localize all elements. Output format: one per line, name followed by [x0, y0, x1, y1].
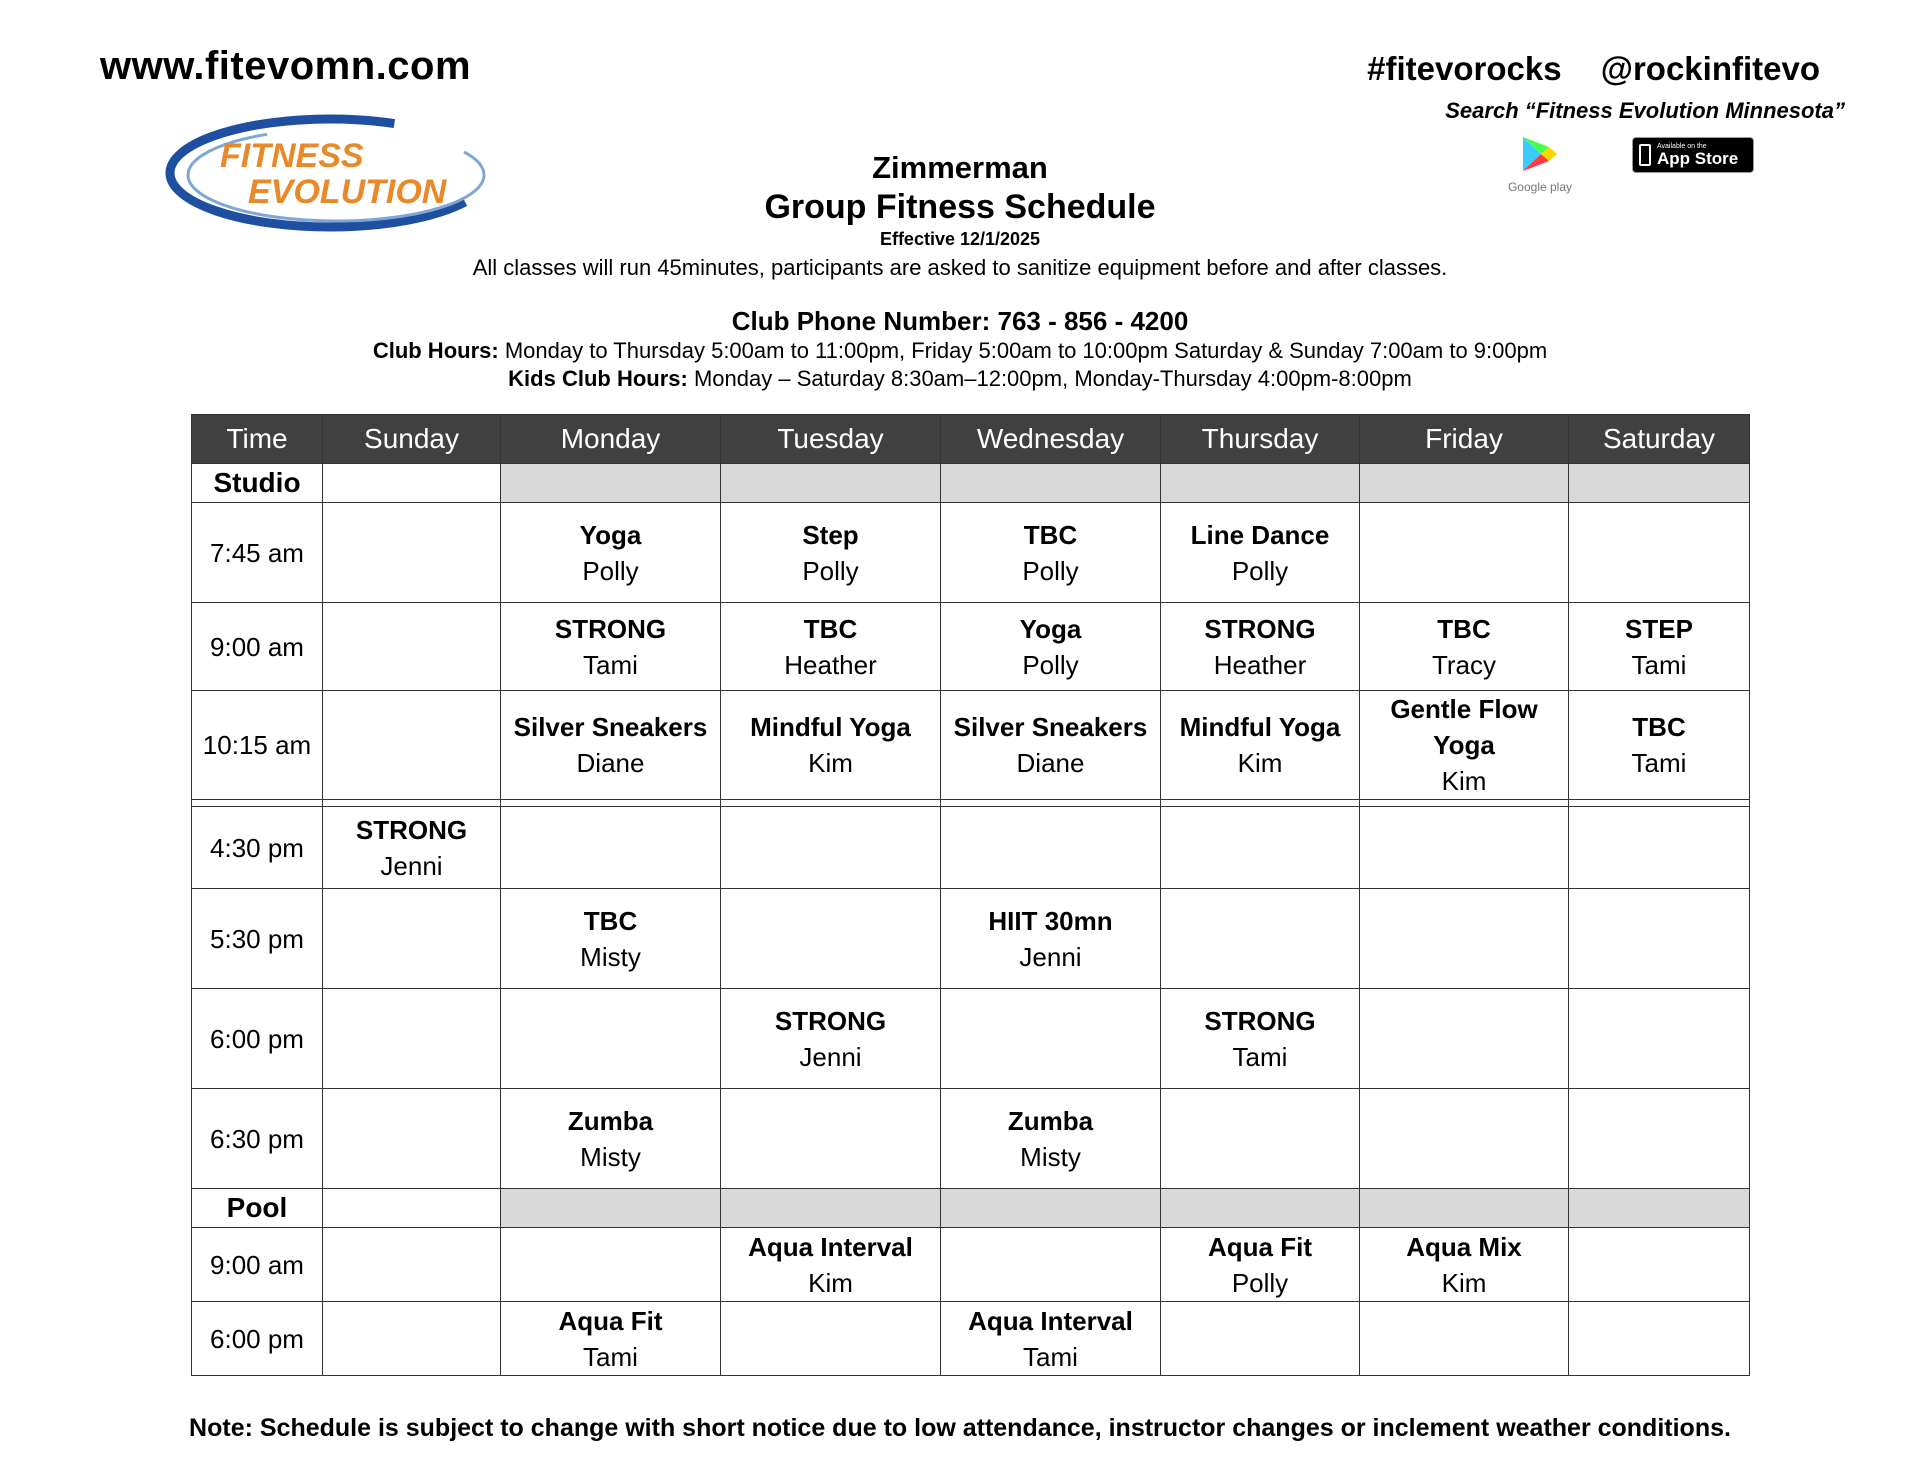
app-store-label: App Store: [1657, 149, 1739, 168]
time-cell: 4:30 pm: [192, 807, 323, 889]
section-row: [192, 464, 1750, 503]
instructor-name: Polly: [1022, 649, 1079, 680]
col-header: Saturday: [1569, 415, 1750, 464]
section-band-cell: [1161, 464, 1360, 503]
class-cell: [941, 889, 1161, 989]
table-row: [192, 807, 1750, 889]
divider-row: [192, 800, 1750, 807]
club-hours-text: Monday to Thursday 5:00am to 11:00pm, Friday 5:00am to 10:00pm Saturday & Sunday 7:00am to 9:00pm: [504, 338, 1548, 363]
time-cell: 7:45 am: [192, 503, 323, 603]
class-name: TBC: [1632, 712, 1686, 742]
website-url: www.fitevomn.com: [100, 44, 472, 88]
class-cell: [1161, 691, 1360, 800]
class-cell: [1569, 691, 1750, 800]
class-cell: [721, 691, 941, 800]
section-label: Studio: [192, 464, 323, 503]
col-header: Sunday: [323, 415, 501, 464]
class-name: TBC: [803, 613, 858, 644]
col-header: Friday: [1360, 415, 1569, 464]
class-name: Gentle Flow Yoga: [1390, 694, 1538, 760]
empty-cell: [323, 1302, 501, 1376]
class-name: STRONG: [1204, 1005, 1316, 1036]
instructor-name: Kim: [1441, 1267, 1487, 1298]
section-blank-cell: [323, 1189, 501, 1228]
empty-cell: [1360, 989, 1569, 1089]
instructor-name: Misty: [580, 941, 641, 972]
section-blank-cell: [323, 464, 501, 503]
empty-cell: [323, 503, 501, 603]
empty-cell: [941, 989, 1161, 1089]
empty-cell: [501, 989, 721, 1089]
class-name: STRONG: [1204, 613, 1316, 644]
instructor-name: Heather: [784, 649, 877, 680]
instructor-name: Polly: [802, 555, 859, 586]
class-name: STRONG: [355, 814, 468, 845]
instructor-name: Polly: [582, 555, 639, 586]
class-cell: [721, 603, 941, 691]
divider-cell: [323, 800, 501, 807]
class-cell: [721, 1228, 941, 1302]
class-name: Aqua Fit: [558, 1305, 663, 1336]
empty-cell: [721, 807, 941, 889]
empty-cell: [1569, 807, 1750, 889]
class-cell: [501, 889, 721, 989]
divider-cell: [1569, 800, 1750, 807]
section-band-cell: [501, 464, 721, 503]
section-label: Pool: [192, 1189, 323, 1228]
section-row: [192, 1189, 1750, 1228]
logo-text-line1: FITNESS: [220, 137, 364, 175]
empty-cell: [501, 807, 721, 889]
class-cell: [721, 989, 941, 1089]
class-name: Aqua Fit: [1208, 1231, 1312, 1262]
section-band-cell: [1569, 464, 1750, 503]
instructor-name: Tami: [1631, 649, 1687, 680]
time-cell: 10:15 am: [192, 691, 323, 800]
section-band-cell: [941, 464, 1161, 503]
instructor-name: Tami: [1232, 1041, 1288, 1072]
class-name: Mindful Yoga: [750, 712, 911, 742]
club-hours-label: Club Hours:: [372, 338, 499, 363]
table-row: [192, 889, 1750, 989]
class-name: Yoga: [1019, 613, 1082, 644]
schedule-title: Group Fitness Schedule: [764, 188, 1156, 226]
club-hours: [0, 338, 1920, 364]
class-cell: [941, 1302, 1161, 1376]
section-band-cell: [1360, 464, 1569, 503]
class-cell: [501, 1302, 721, 1376]
empty-cell: [941, 807, 1161, 889]
logo-text-line2: EVOLUTION: [248, 173, 447, 211]
class-name: Zumba: [1007, 1105, 1094, 1136]
section-band-cell: [1360, 1189, 1569, 1228]
table-row: [192, 1228, 1750, 1302]
class-name: TBC: [1437, 613, 1491, 644]
section-band-cell: [721, 1189, 941, 1228]
divider-cell: [941, 800, 1161, 807]
class-cell: [501, 503, 721, 603]
instructor-name: Kim: [808, 1267, 853, 1298]
class-cell: [941, 503, 1161, 603]
instructor-name: Polly: [1231, 555, 1289, 586]
app-store-small-label: Available on the: [1657, 143, 1707, 150]
divider-cell: [192, 800, 323, 807]
class-cell: [501, 691, 721, 800]
divider-cell: [1161, 800, 1360, 807]
instructor-name: Tami: [583, 649, 638, 680]
divider-cell: [501, 800, 721, 807]
empty-cell: [1161, 1302, 1360, 1376]
class-name: Line Dance: [1190, 519, 1330, 550]
divider-cell: [1360, 800, 1569, 807]
empty-cell: [1569, 1228, 1750, 1302]
table-row: [192, 691, 1750, 800]
instructor-name: Jenni: [799, 1041, 862, 1072]
class-cell: [941, 603, 1161, 691]
instructor-name: Diane: [576, 748, 645, 778]
class-name: Silver Sneakers: [513, 712, 708, 742]
effective-date: Effective 12/1/2025: [879, 229, 1041, 249]
table-row: [192, 1302, 1750, 1376]
section-band-cell: [941, 1189, 1161, 1228]
empty-cell: [323, 1089, 501, 1189]
empty-cell: [721, 1302, 941, 1376]
class-name: Zumba: [567, 1105, 654, 1136]
class-cell: [501, 603, 721, 691]
col-header: Thursday: [1161, 415, 1360, 464]
empty-cell: [323, 691, 501, 800]
instructor-name: Tami: [583, 1341, 638, 1372]
class-name: Silver Sneakers: [953, 712, 1148, 742]
kids-hours-label: Kids Club Hours:: [508, 366, 688, 391]
class-name: TBC: [1023, 519, 1078, 550]
col-header: Wednesday: [941, 415, 1161, 464]
empty-cell: [721, 889, 941, 989]
app-search-hint: Search “Fitness Evolution Minnesota”: [1445, 98, 1845, 123]
col-header: Time: [192, 415, 323, 464]
class-cell: [501, 1089, 721, 1189]
class-name: Step: [802, 519, 859, 550]
empty-cell: [501, 1228, 721, 1302]
empty-cell: [721, 1089, 941, 1189]
section-band-cell: [1161, 1189, 1360, 1228]
empty-cell: [941, 1228, 1161, 1302]
class-name: Aqua Interval: [748, 1231, 913, 1262]
empty-cell: [323, 603, 501, 691]
empty-cell: [1569, 989, 1750, 1089]
empty-cell: [323, 989, 501, 1089]
time-cell: 6:00 pm: [192, 1302, 323, 1376]
empty-cell: [1360, 889, 1569, 989]
social-tags: [1367, 50, 1820, 88]
table-row: [192, 989, 1750, 1089]
club-phone: Club Phone Number: 763 - 856 - 4200: [731, 306, 1189, 336]
empty-cell: [1161, 889, 1360, 989]
empty-cell: [1360, 503, 1569, 603]
class-cell: [1360, 1228, 1569, 1302]
empty-cell: [1569, 889, 1750, 989]
schedule-note: Note: Schedule is subject to change with short notice due to low attendance, instructor changes or inclement weather conditions.: [189, 1414, 1731, 1442]
class-cell: [1360, 691, 1569, 800]
class-info: All classes will run 45minutes, participants are asked to sanitize equipment before and after classes.: [472, 255, 1448, 280]
class-cell: [1161, 503, 1360, 603]
class-name: Aqua Interval: [968, 1305, 1133, 1336]
kids-club-hours: [0, 366, 1920, 392]
time-cell: 9:00 am: [192, 1228, 323, 1302]
class-name: Yoga: [579, 519, 642, 550]
empty-cell: [1360, 1089, 1569, 1189]
empty-cell: [323, 889, 501, 989]
instructor-name: Polly: [1022, 555, 1079, 586]
instructor-name: Jenni: [380, 850, 443, 881]
class-name: Aqua Mix: [1406, 1231, 1522, 1262]
time-cell: 6:30 pm: [192, 1089, 323, 1189]
instructor-name: Polly: [1231, 1267, 1289, 1298]
table-row: [192, 503, 1750, 603]
table-row: [192, 1089, 1750, 1189]
header-row: [192, 415, 1750, 464]
google-play-label: Google play: [1507, 180, 1573, 194]
class-cell: [1161, 989, 1360, 1089]
instructor-name: Jenni: [1019, 941, 1082, 972]
divider-cell: [721, 800, 941, 807]
empty-cell: [1360, 807, 1569, 889]
time-cell: 9:00 am: [192, 603, 323, 691]
social-handle: @rockinfitevo: [1600, 50, 1820, 87]
class-cell: [1161, 603, 1360, 691]
section-band-cell: [721, 464, 941, 503]
schedule-table: [191, 414, 1750, 1376]
class-name: TBC: [583, 905, 638, 936]
instructor-name: Misty: [580, 1141, 641, 1172]
section-band-cell: [1569, 1189, 1750, 1228]
instructor-name: Diane: [1016, 748, 1085, 778]
class-cell: [941, 691, 1161, 800]
instructor-name: Kim: [1441, 766, 1487, 796]
class-cell: [721, 503, 941, 603]
instructor-name: Heather: [1213, 649, 1307, 680]
instructor-name: Kim: [808, 748, 853, 778]
class-cell: [941, 1089, 1161, 1189]
instructor-name: Tami: [1631, 748, 1687, 778]
empty-cell: [1360, 1302, 1569, 1376]
instructor-name: Tami: [1023, 1341, 1078, 1372]
instructor-name: Misty: [1020, 1141, 1081, 1172]
class-name: STEP: [1625, 613, 1693, 644]
time-cell: 6:00 pm: [192, 989, 323, 1089]
empty-cell: [1569, 1302, 1750, 1376]
class-name: STRONG: [554, 613, 667, 644]
empty-cell: [323, 1228, 501, 1302]
empty-cell: [1569, 1089, 1750, 1189]
empty-cell: [1161, 807, 1360, 889]
empty-cell: [1161, 1089, 1360, 1189]
hashtag: #fitevorocks: [1367, 50, 1562, 87]
instructor-name: Tracy: [1431, 649, 1497, 680]
time-cell: 5:30 pm: [192, 889, 323, 989]
col-header: Monday: [501, 415, 721, 464]
class-cell: [1569, 603, 1750, 691]
kids-hours-text: Monday – Saturday 8:30am–12:00pm, Monday-Thursday 4:00pm-8:00pm: [693, 366, 1412, 391]
table-row: [192, 603, 1750, 691]
instructor-name: Kim: [1237, 748, 1283, 778]
class-name: HIIT 30mn: [988, 905, 1113, 936]
section-band-cell: [501, 1189, 721, 1228]
class-cell: [1161, 1228, 1360, 1302]
class-name: Mindful Yoga: [1179, 712, 1341, 742]
col-header: Tuesday: [721, 415, 941, 464]
class-cell: [323, 807, 501, 889]
empty-cell: [1569, 503, 1750, 603]
location-title: Zimmerman: [872, 150, 1048, 185]
class-name: STRONG: [774, 1005, 887, 1036]
class-cell: [1360, 603, 1569, 691]
